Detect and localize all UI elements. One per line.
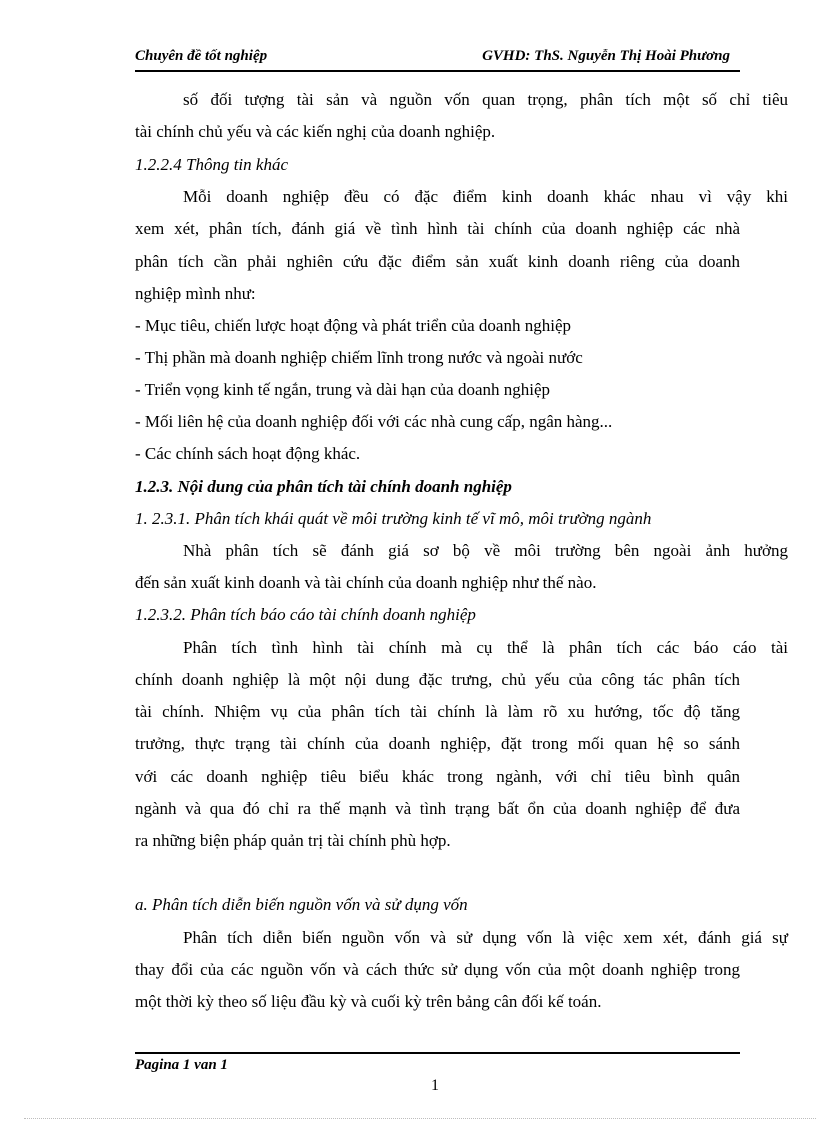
footer-rule <box>135 1052 740 1054</box>
body-line: thay đổi của các nguồn vốn và cách thức sử dụng vốn của một doanh nghiệp trong <box>135 960 740 979</box>
header-supervisor: GVHD: ThS. Nguyễn Thị Hoài Phương <box>482 48 730 64</box>
body-line: ngành và qua đó chỉ ra thế mạnh và tình trạng bất ổn của doanh nghiệp để đưa <box>135 799 740 818</box>
list-item: - Thị phần mà doanh nghiệp chiếm lĩnh trong nước và ngoài nước <box>135 348 583 367</box>
body-line: ra những biện pháp quản trị tài chính phù hợp. <box>135 831 451 850</box>
body-line: nghiệp mình như: <box>135 284 256 303</box>
subheading: a. Phân tích diễn biến nguồn vốn và sử dụng vốn <box>135 895 468 914</box>
subheading: 1. 2.3.1. Phân tích khái quát về môi trường kinh tế vĩ mô, môi trường ngành <box>135 509 652 528</box>
body-line: tài chính chủ yếu và các kiến nghị của doanh nghiệp. <box>135 122 496 141</box>
header-rule <box>135 70 740 72</box>
body-line: một thời kỳ theo số liệu đầu kỳ và cuối kỳ trên bảng cân đối kế toán. <box>135 992 602 1011</box>
body-line: xem xét, phân tích, đánh giá về tình hình tài chính của doanh nghiệp các nhà <box>135 219 740 238</box>
header-document-title: Chuyên đề tốt nghiệp <box>135 48 268 64</box>
page-header <box>135 48 740 70</box>
body-line: phân tích cần phải nghiên cứu đặc điểm sản xuất kinh doanh riêng của doanh <box>135 252 740 271</box>
list-item: - Mối liên hệ của doanh nghiệp đối với các nhà cung cấp, ngân hàng... <box>135 412 613 431</box>
body-line: Nhà phân tích sẽ đánh giá sơ bộ về môi trường bên ngoài ảnh hưởng <box>183 541 788 560</box>
page-number: 1 <box>431 1077 439 1094</box>
body-line: đến sản xuất kinh doanh và tài chính của doanh nghiệp như thế nào. <box>135 573 597 592</box>
body-line: Mỗi doanh nghiệp đều có đặc điểm kinh doanh khác nhau vì vậy khi <box>183 187 788 206</box>
body-line: Phân tích tình hình tài chính mà cụ thể là phân tích các báo cáo tài <box>183 638 788 657</box>
body-line: tài chính. Nhiệm vụ của phân tích tài chính là làm rõ xu hướng, tốc độ tăng <box>135 702 740 721</box>
section-heading: 1.2.3. Nội dung của phân tích tài chính doanh nghiệp <box>135 477 512 496</box>
list-item: - Mục tiêu, chiến lược hoạt động và phát triển của doanh nghiệp <box>135 316 571 335</box>
body-line: với các doanh nghiệp tiêu biểu khác trong ngành, với chỉ tiêu bình quân <box>135 767 740 786</box>
subheading: 1.2.2.4 Thông tin khác <box>135 155 288 174</box>
subheading: 1.2.3.2. Phân tích báo cáo tài chính doanh nghiệp <box>135 605 476 624</box>
footer-pagination: Pagina 1 van 1 <box>135 1057 228 1073</box>
body-line: trưởng, thực trạng tài chính của doanh nghiệp, đặt trong mối quan hệ so sánh <box>135 734 740 753</box>
list-item: - Triển vọng kinh tế ngắn, trung và dài hạn của doanh nghiệp <box>135 380 551 399</box>
page-bottom-dotted-line <box>24 1118 816 1119</box>
body-line: chính doanh nghiệp là một nội dung đặc trưng, chủ yếu của công tác phân tích <box>135 670 740 689</box>
body-line: Phân tích diễn biến nguồn vốn và sử dụng vốn là việc xem xét, đánh giá sự <box>183 928 788 947</box>
body-line: số đối tượng tài sản và nguồn vốn quan trọng, phân tích một số chỉ tiêu <box>183 90 788 109</box>
list-item: - Các chính sách hoạt động khác. <box>135 444 361 463</box>
